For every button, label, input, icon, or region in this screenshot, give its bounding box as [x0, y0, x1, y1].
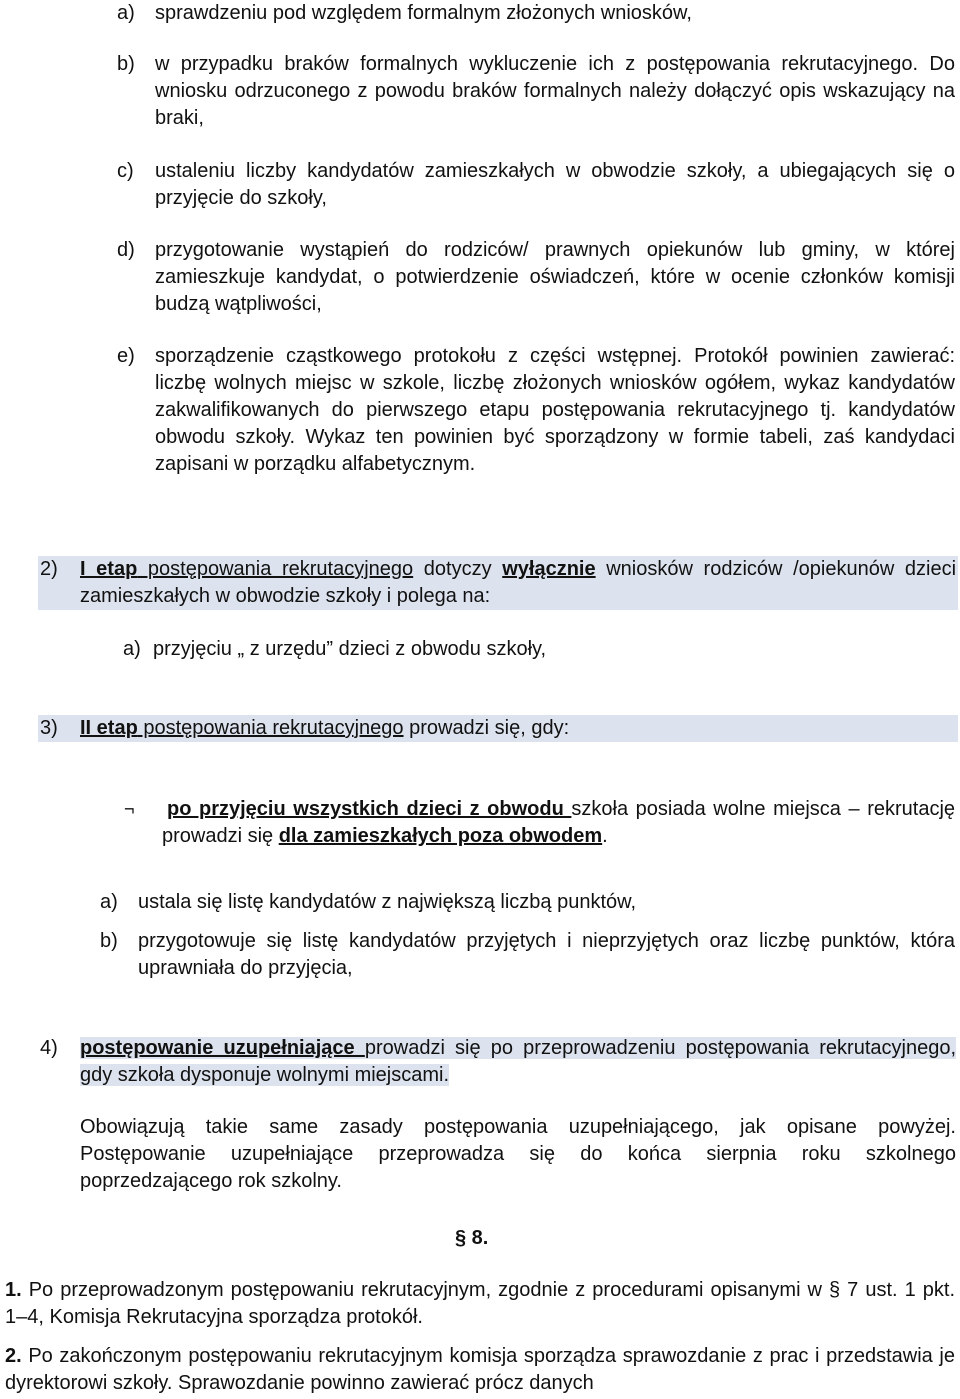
point-2-mid: dotyczy — [413, 558, 503, 580]
point-2 — [38, 556, 958, 610]
note-text: Obowiązują takie same zasady postępowania uzupełniającego, jak opisane powyżej. Postępowanie uzupełniające przeprowadza się do końca sierpnia roku szkolnego poprzedzającego rok szkolny. — [80, 1116, 956, 1192]
list-label: b) — [100, 930, 118, 952]
bullet-icon: ¬ — [124, 799, 135, 819]
list-text: ustaleniu liczby kandydatów zamieszkałych w obwodzie szkoły, a ubiegających się o przyjęcie do szkoły, — [155, 160, 955, 209]
list-label: b) — [117, 53, 135, 75]
bullet-rest: szkoła posiada wolne miejsca – rekrutację prowadzi się — [162, 798, 956, 847]
bullet-text — [162, 796, 955, 850]
list-label: c) — [117, 160, 134, 182]
paragraph-number: 2. — [5, 1345, 22, 1367]
bullet-underlined: po przyjęciu wszystkich dzieci z obwodu — [167, 798, 572, 820]
point-4-rest: prowadzi się po przeprowadzeniu postępowania rekrutacyjnego, gdy szkoła dysponuje wolnymi miejscami. — [80, 1037, 956, 1086]
paragraph-text: Po przeprowadzonym postępowaniu rekrutacyjnym, zgodnie z procedurami opisanymi w § 7 ust. 1 pkt. 1–4, Komisja Rekrutacyjna sporządza protokół. — [5, 1279, 955, 1328]
paragraph-1-text — [5, 1277, 955, 1331]
list-label: a) — [100, 891, 118, 913]
list-text: przygotowanie wystąpień do rodziców/ prawnych opiekunów lub gminy, w której zamieszkuje kandydat, o potwierdzenie oświadczeń, które w ocenie członków komisji budzą wątpliwości, — [155, 239, 955, 315]
paragraph-2-text — [5, 1343, 955, 1397]
list-text: w przypadku braków formalnych wykluczenie ich z postępowania rekrutacyjnego. Do wniosku odrzuconego z powodu braków formalnych należy dołączyć opis wskazujący na braki, — [155, 53, 955, 129]
bullet-end: . — [602, 825, 608, 847]
point-4 — [38, 1035, 958, 1089]
stage-2-rest: postępowania rekrutacyjnego — [137, 717, 404, 739]
paragraph-number: 1. — [5, 1279, 22, 1301]
point-4-text — [80, 1035, 956, 1089]
point-3-text — [80, 715, 956, 742]
bullet-underlined-2: dla zamieszkałych poza obwodem — [278, 825, 603, 847]
exclusively-label: wyłącznie — [502, 558, 596, 580]
point-2-text — [80, 556, 956, 610]
point-2-rest: wniosków rodziców /opiekunów dzieci zamieszkałych w obwodzie szkoły i polega na: — [80, 558, 957, 607]
section-heading: § 8. — [455, 1227, 489, 1249]
stage-2-label: II etap — [80, 717, 138, 739]
list-text: sprawdzeniu pod względem formalnym złożonych wniosków, — [155, 2, 692, 24]
supplementary-title: postępowanie uzupełniające — [80, 1037, 365, 1059]
point-number: 3) — [40, 717, 58, 739]
point-number: 2) — [40, 558, 58, 580]
stage-1-label: I etap — [80, 558, 138, 580]
list-label: d) — [117, 239, 135, 261]
list-text: przygotowuje się listę kandydatów przyjętych i nieprzyjętych oraz liczbę punktów, która uprawniała do przyjęcia, — [138, 930, 955, 979]
list-label: a) — [123, 638, 141, 660]
list-text: ustala się listę kandydatów z największą liczbą punktów, — [138, 891, 637, 913]
list-text: przyjęciu „ z urzędu” dzieci z obwodu szkoły, — [153, 638, 547, 660]
point-3 — [38, 715, 958, 742]
point-number: 4) — [40, 1037, 58, 1059]
list-label: e) — [117, 345, 135, 367]
paragraph-text: Po zakończonym postępowaniu rekrutacyjnym komisja sporządza sprawozdanie z prac i przedstawia je dyrektorowi szkoły. Sprawozdanie powinno zawierać prócz danych — [5, 1345, 955, 1394]
point-3-rest: prowadzi się, gdy: — [403, 717, 570, 739]
stage-1-rest: postępowania rekrutacyjnego — [137, 558, 414, 580]
list-text: sporządzenie cząstkowego protokołu z części wstępnej. Protokół powinien zawierać: liczbę wolnych miejsc w szkole, liczbę złożonych wniosków ogółem, wykaz kandydatów zakwalifikowanych do pierwszego etapu postępowania rekrutacyjnego tj. kandydatów obwodu szkoły. Wykaz ten powinien być sporządzony w formie tabeli, zaś kandydaci zapisani w porządku alfabetycznym. — [155, 345, 955, 475]
list-label: a) — [117, 2, 135, 24]
